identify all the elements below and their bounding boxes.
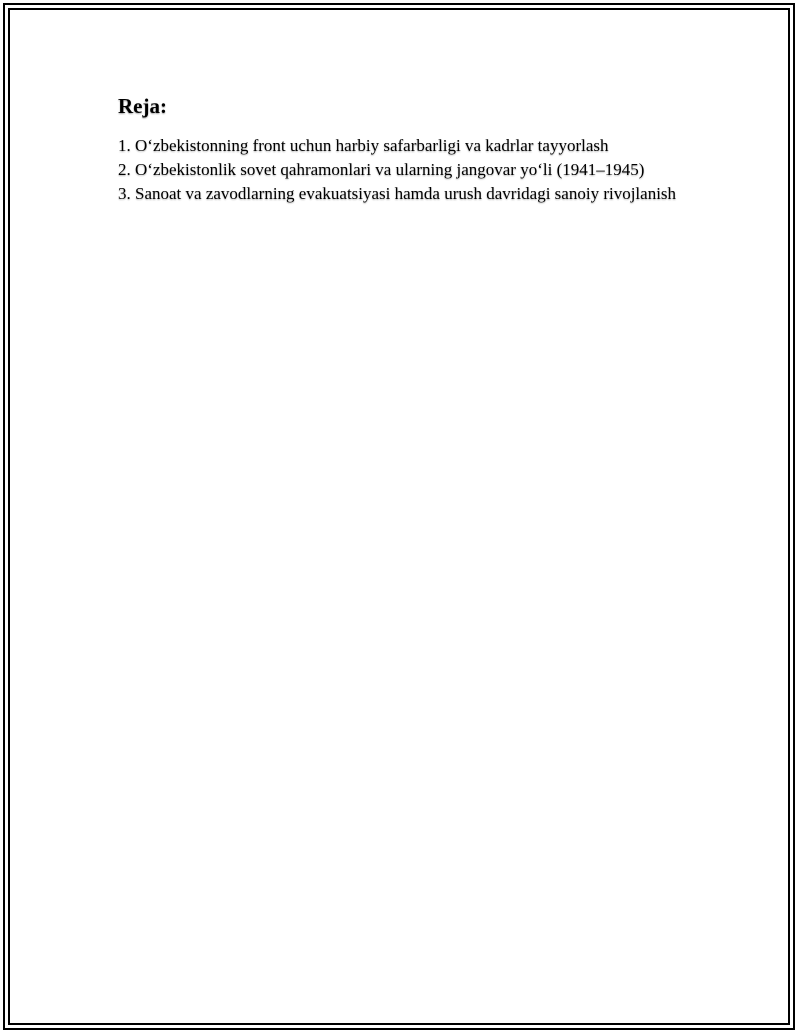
plan-item-2: 2. O‘zbekistonlik sovet qahramonlari va ularning jangovar yo‘li (1941–1945) — [118, 160, 645, 179]
plan-list — [118, 134, 678, 206]
plan-item-3: 3. Sanoat va zavodlarning evakuatsiyasi hamda urush davridagi sanoiy rivojlanish — [118, 184, 677, 203]
document-body — [118, 92, 678, 206]
plan-item-1: 1. O‘zbekistonning front uchun harbiy safarbarligi va kadrlar tayyorlash — [118, 136, 609, 155]
plan-heading: Reja: — [118, 94, 167, 118]
